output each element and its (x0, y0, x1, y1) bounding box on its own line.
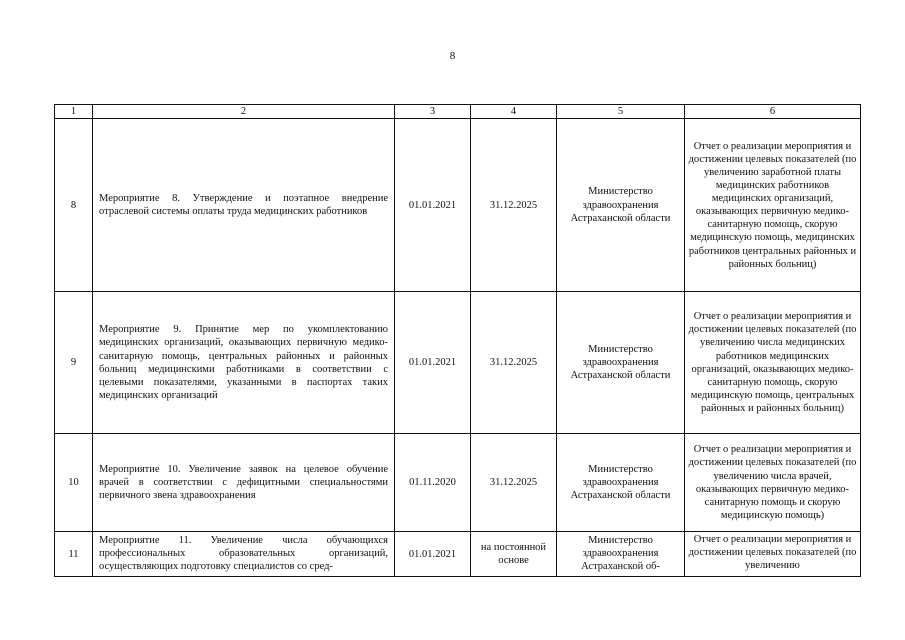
row-number: 11 (55, 532, 93, 577)
event-description (93, 532, 395, 577)
table-row (55, 292, 861, 434)
header-cell-1: 1 (55, 105, 93, 119)
executor: Министерство здравоохранения Астраханской области (557, 434, 685, 532)
report-description-text: Отчет о реализации мероприятия и достижении целевых показателей (по увеличению (688, 534, 857, 572)
executor-text: Министерство здравоохранения Астраханской об- (581, 535, 660, 573)
row-number: 9 (55, 292, 93, 434)
report-description: Отчет о реализации мероприятия и достижении целевых показателей (по увеличению числа врачей, оказывающих первичную медико-санитарную помощь и скорую медицинскую помощь) (685, 434, 861, 532)
header-cell-2: 2 (93, 105, 395, 119)
table-row (55, 532, 861, 577)
table-row (55, 434, 861, 532)
header-cell-5: 5 (557, 105, 685, 119)
row-number: 10 (55, 434, 93, 532)
page-number: 8 (449, 50, 456, 62)
report-description: Отчет о реализации мероприятия и достижении целевых показателей (по увеличению числа медицинских работников медицинских организаций, оказывающих медико-санитарную помощь, скорую медицинскую помощь, центральных районных и районных больниц) (685, 292, 861, 434)
executor: Министерство здравоохранения Астраханской области (557, 292, 685, 434)
executor (557, 532, 685, 577)
end-date: на постоянной основе (471, 532, 557, 577)
end-date: 31.12.2025 (471, 434, 557, 532)
report-description (685, 532, 861, 577)
report-description: Отчет о реализации мероприятия и достижении целевых показателей (по увеличению заработной платы медицинских работников медицинских организаций, оказывающих первичную медико-санитарную помощь, скорую медицинскую помощь, медицинских работников центральных районных и районных больниц) (685, 119, 861, 292)
row-number: 8 (55, 119, 93, 292)
event-description: Мероприятие 10. Увеличение заявок на целевое обучение врачей в соответствии с дефицитными специальностями первичного звена здравоохранения (93, 434, 395, 532)
start-date: 01.11.2020 (395, 434, 471, 532)
end-date: 31.12.2025 (471, 292, 557, 434)
table-row (55, 119, 861, 292)
header-cell-3: 3 (395, 105, 471, 119)
executor: Министерство здравоохранения Астраханской области (557, 119, 685, 292)
header-cell-4: 4 (471, 105, 557, 119)
event-description: Мероприятие 8. Утверждение и поэтапное внедрение отраслевой системы оплаты труда медицинских работников (93, 119, 395, 292)
measures-table (54, 104, 861, 577)
start-date: 01.01.2021 (395, 292, 471, 434)
end-date: 31.12.2025 (471, 119, 557, 292)
start-date: 01.01.2021 (395, 532, 471, 577)
event-description: Мероприятие 9. Принятие мер по укомплектованию медицинских организаций, оказывающих первичную медико-санитарную помощь, центральных районных и районных больниц медицинскими работниками в соответствии с целевыми показателями, указанными в паспортах таких медицинских организаций (93, 292, 395, 434)
header-row (55, 105, 861, 119)
header-cell-6: 6 (685, 105, 861, 119)
start-date: 01.01.2021 (395, 119, 471, 292)
event-description-text: Мероприятие 11. Увеличение числа обучающихся профессиональных образовательных организаций, осуществляющих подготовку специалистов со сред- (99, 535, 388, 573)
